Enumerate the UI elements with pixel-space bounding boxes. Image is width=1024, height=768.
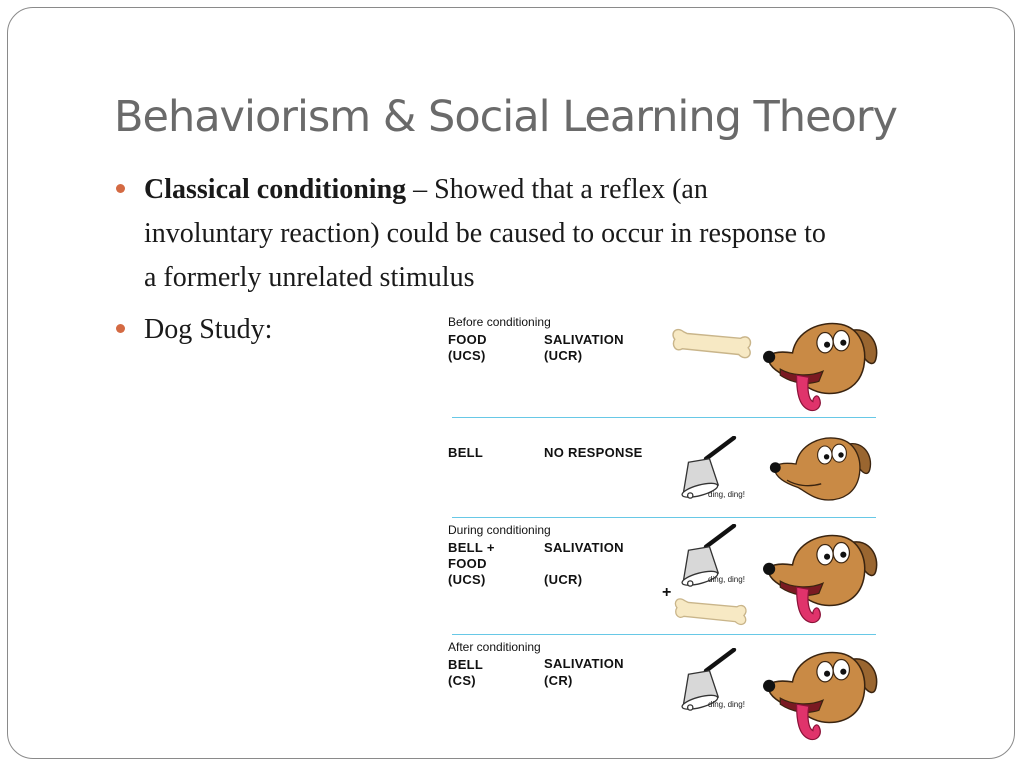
- bullet-marker: [116, 324, 125, 333]
- row-divider: [452, 517, 876, 518]
- bullet-marker: [116, 184, 125, 193]
- bullet-line-1: [144, 168, 976, 212]
- definition-part-2: involuntary reaction) could be caused to occur in response to: [144, 218, 826, 249]
- definition-part-1: Showed that a reflex (an: [434, 174, 708, 205]
- during-heading: During conditioning: [448, 523, 551, 537]
- bullet-classical-conditioning: [116, 168, 976, 300]
- term-classical-conditioning: Classical conditioning: [144, 174, 407, 205]
- bone-icon: [670, 322, 752, 366]
- during-stimulus-bell: BELL +: [448, 540, 495, 555]
- dog-icon: [762, 428, 884, 518]
- after-response: SALIVATION: [544, 656, 624, 671]
- after-response-type: (CR): [544, 673, 573, 688]
- dog-study-label: Dog Study:: [144, 314, 273, 345]
- definition-part-3: a formerly unrelated stimulus: [144, 262, 475, 293]
- pavlov-dog-diagram: [440, 310, 890, 750]
- during-stimulus-food: FOOD: [448, 556, 487, 571]
- drooling-dog-icon: [762, 640, 884, 744]
- bone-icon: [670, 592, 750, 632]
- before-stimulus: FOOD: [448, 332, 487, 347]
- during-response-type: (UCR): [544, 572, 583, 587]
- before-heading: Before conditioning: [448, 315, 551, 329]
- slide-title: Behaviorism & Social Learning Theory: [114, 92, 897, 142]
- before-stimulus-type: (UCS): [448, 348, 486, 363]
- before-response-type: (UCR): [544, 348, 583, 363]
- before-response: SALIVATION: [544, 332, 624, 347]
- row-divider: [452, 634, 876, 635]
- term-dash: –: [406, 174, 435, 205]
- drooling-dog-icon: [762, 524, 884, 626]
- during-stimulus-type: (UCS): [448, 572, 486, 587]
- during-response: SALIVATION: [544, 540, 624, 555]
- bell-sound-text: ding, ding!: [708, 700, 745, 709]
- plus-sign: +: [662, 584, 672, 601]
- bell-sound-text: ding, ding!: [708, 575, 745, 584]
- bell-sound-text: ding, ding!: [708, 490, 745, 499]
- after-stimulus-type: (CS): [448, 673, 476, 688]
- drooling-dog-icon: [762, 312, 884, 414]
- bell-stimulus: BELL: [448, 445, 484, 460]
- row-divider: [452, 417, 876, 418]
- after-heading: After conditioning: [448, 640, 541, 654]
- no-response-label: NO RESPONSE: [544, 445, 643, 460]
- after-stimulus: BELL: [448, 657, 484, 672]
